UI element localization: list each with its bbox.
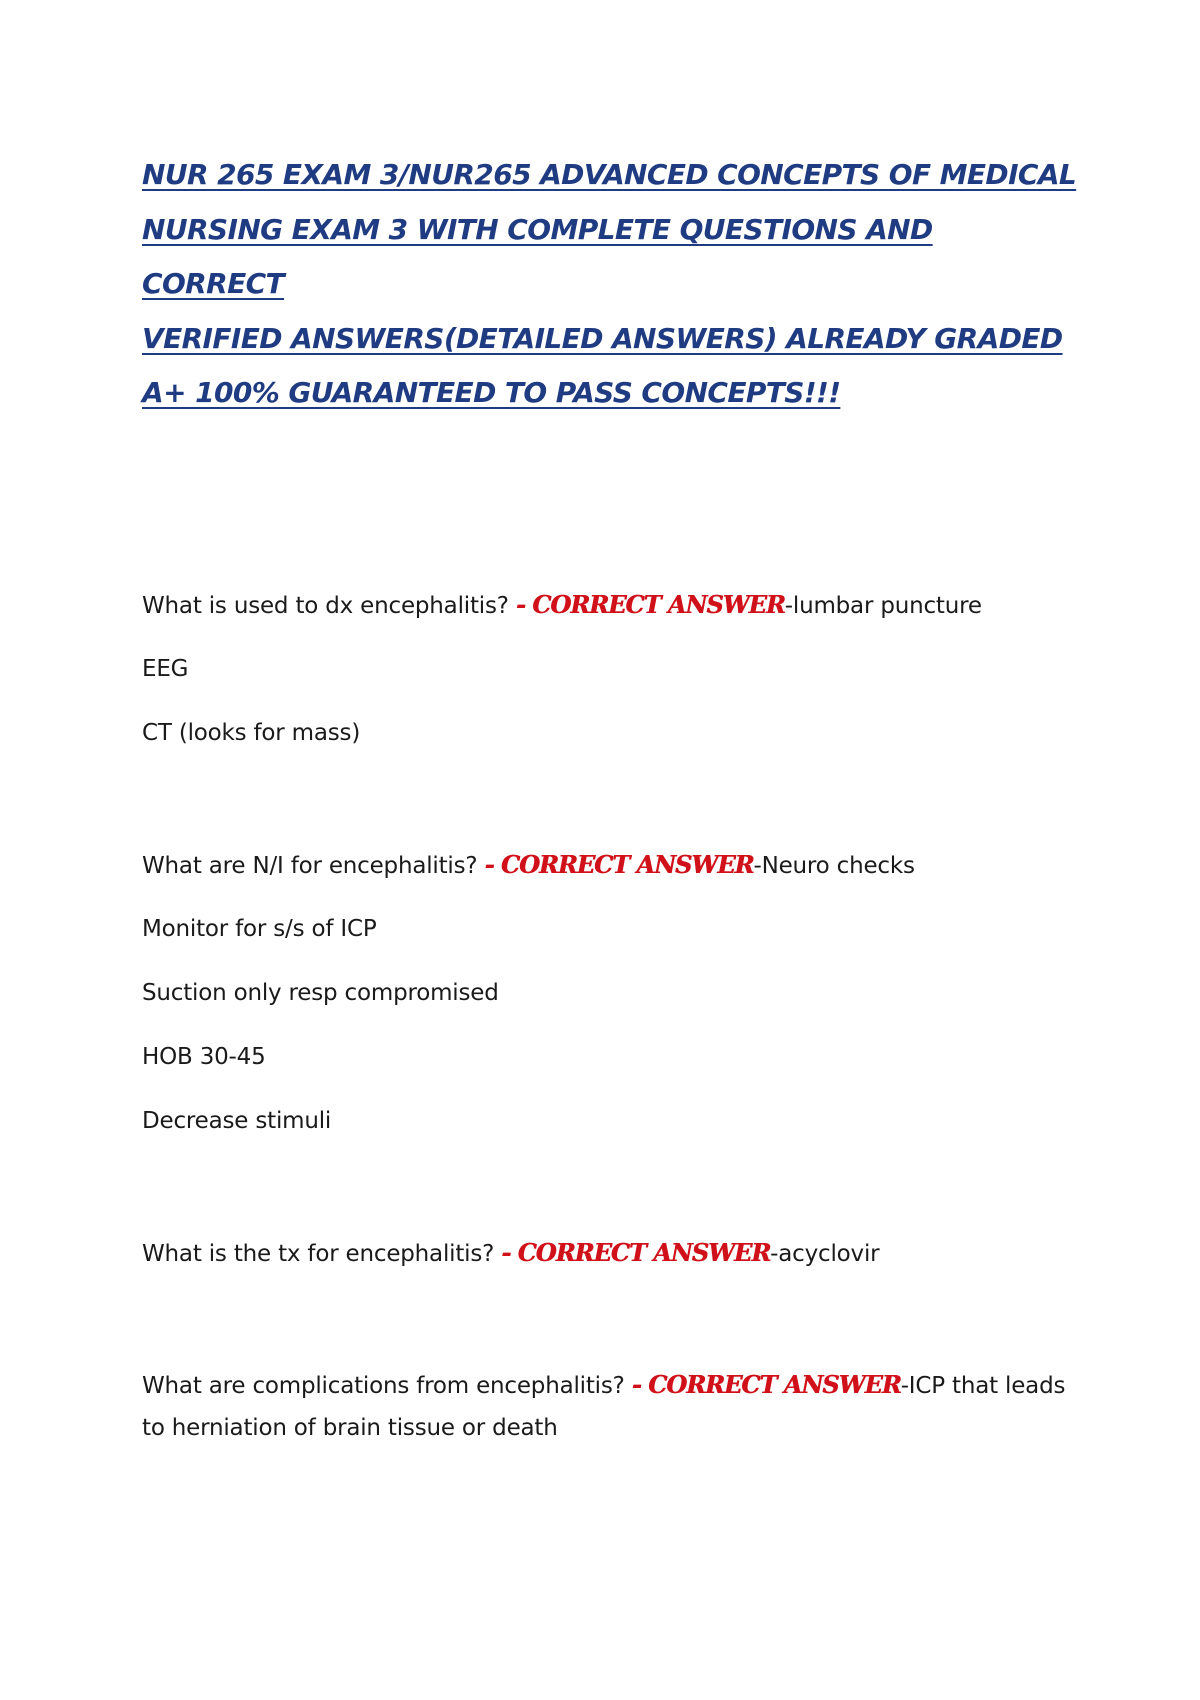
qa-item-2 [142,850,1082,1170]
answer-text: lumbar puncture [792,593,982,619]
qa-item-1 [142,590,1082,782]
correct-answer-marker: - CORRECT ANSWER [515,590,785,619]
answer-text: Neuro checks [761,853,915,879]
document-title [142,148,1082,421]
correct-answer-marker: - CORRECT ANSWER [501,1238,771,1267]
question-line [142,590,1082,654]
question-text: What is the tx for encephalitis? [142,1241,495,1267]
question-text: What are N/I for encephalitis? [142,853,478,879]
answer-text: ICP that leads to herniation of brain tissue or death [142,1373,1066,1441]
correct-answer-marker: - CORRECT ANSWER [631,1370,901,1399]
correct-answer-marker: - CORRECT ANSWER [484,850,754,879]
question-text: What is used to dx encephalitis? [142,593,509,619]
answer-line: EEG [142,656,189,682]
question-line [142,850,1082,914]
title-line: VERIFIED ANSWERS(DETAILED ANSWERS) ALREADY GRADED [142,321,1063,355]
answer-line: HOB 30-45 [142,1044,266,1070]
answer-line: Monitor for s/s of ICP [142,916,377,942]
qa-item-3 [142,1238,1082,1302]
question-line [142,1364,1082,1449]
title-line: A+ 100% GUARANTEED TO PASS CONCEPTS!!! [142,376,841,409]
answer-separator: - [900,1373,909,1399]
answer-line: CT (looks for mass) [142,720,361,746]
answer-separator: - [784,593,793,619]
question-text: What are complications from encephalitis? [142,1373,625,1399]
answer-separator: - [770,1241,779,1267]
qa-item-4 [142,1364,1082,1449]
question-line [142,1238,1082,1302]
answer-separator: - [753,853,762,879]
answer-line: Suction only resp compromised [142,980,499,1006]
title-line: NUR 265 EXAM 3/NUR265 ADVANCED CONCEPTS OF MEDICAL [142,158,1077,191]
answer-line: Decrease stimuli [142,1108,332,1134]
title-line: NURSING EXAM 3 WITH COMPLETE QUESTIONS AND CORRECT [142,212,933,300]
answer-text: acyclovir [778,1241,880,1267]
